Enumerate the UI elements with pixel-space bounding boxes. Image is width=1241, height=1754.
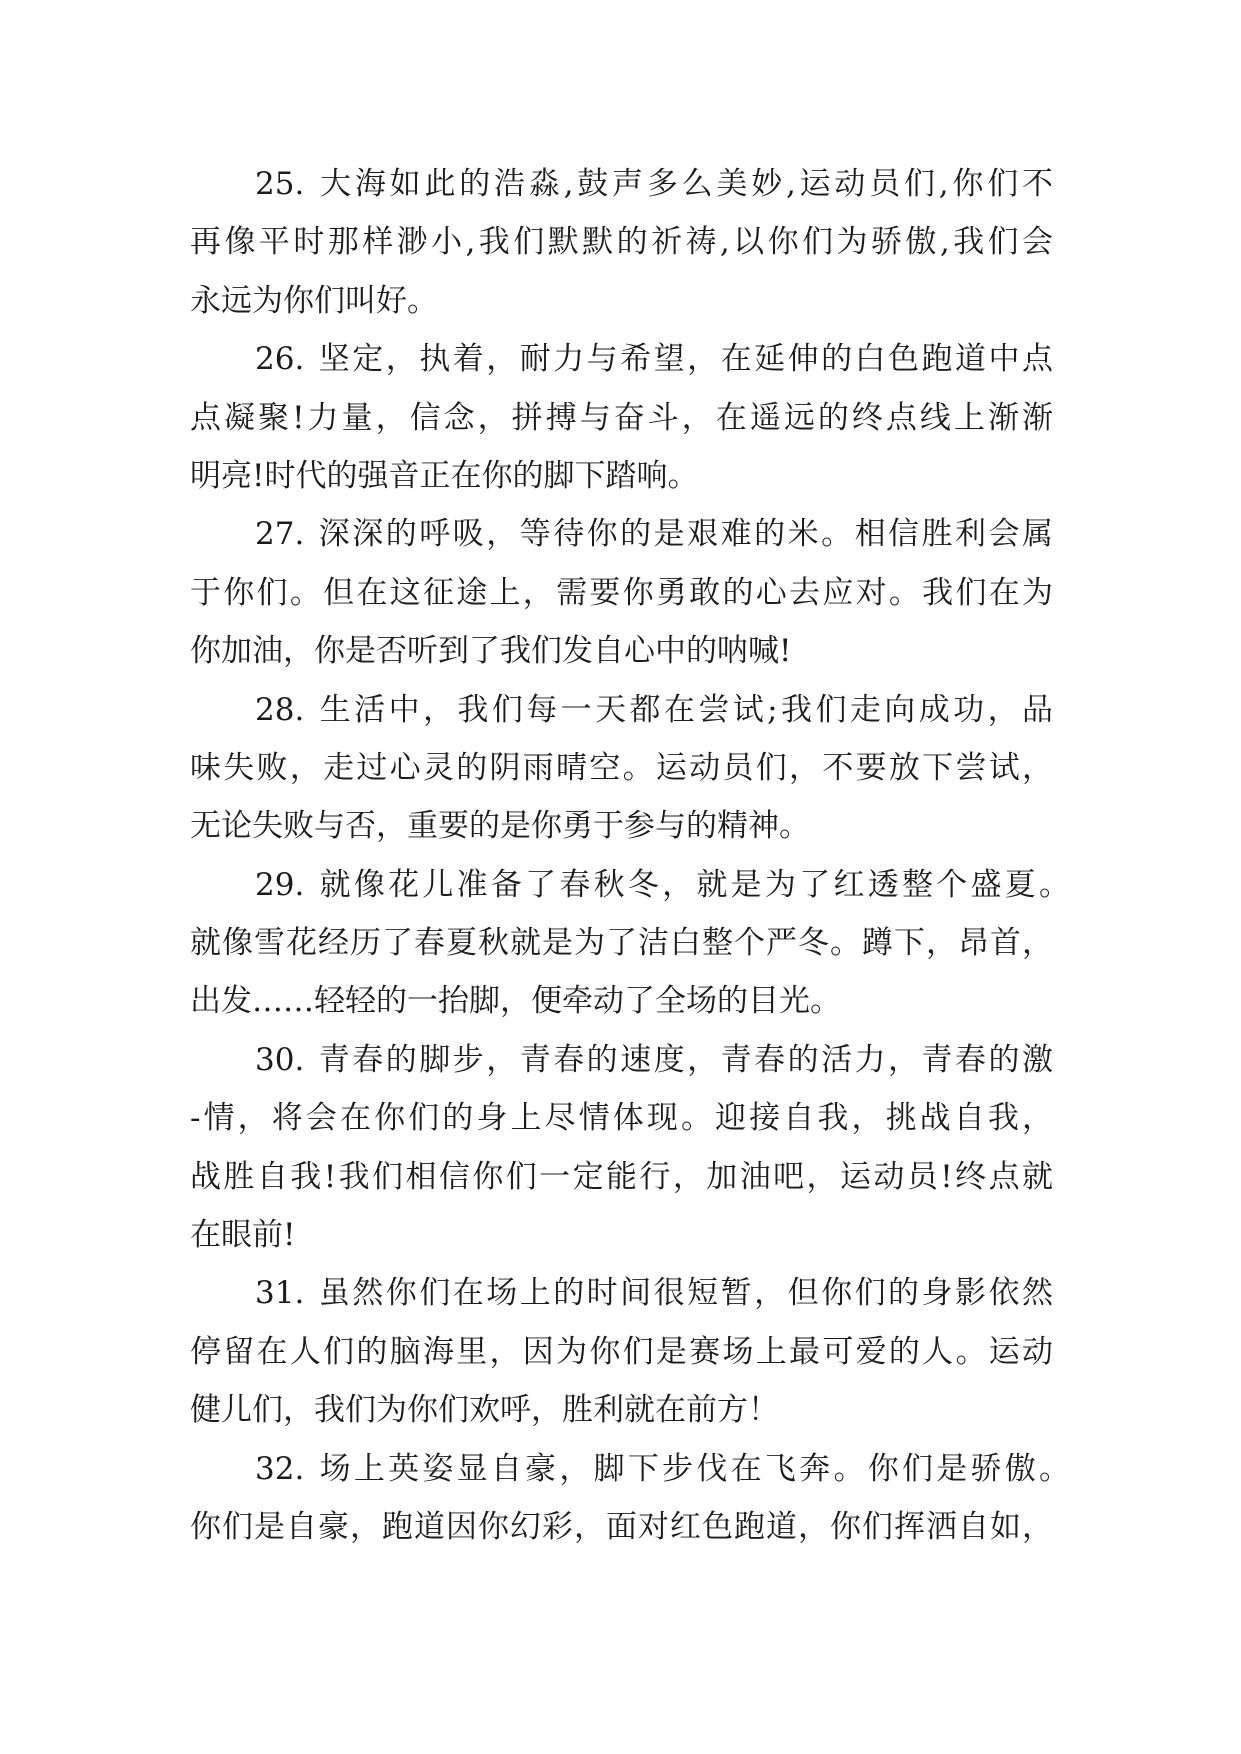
line-text: 深深的呼吸，等待你的是艰难的米。相信胜利会属 [316, 516, 1053, 553]
paragraph-line: 在眼前! [190, 1217, 296, 1254]
paragraph-number: 31. [255, 1275, 305, 1312]
line-text: 大海如此的浩淼,鼓声多么美妙,运动员们,你们不 [316, 166, 1053, 202]
paragraph-number: 27. [255, 516, 305, 553]
paragraph-line: 出发……轻轻的一抬脚，便牵动了全场的目光。 [190, 983, 841, 1020]
paragraph-line: -情，将会在你们的身上尽情体现。迎接自我，挑战自我， [190, 1100, 1053, 1137]
paragraph-31 [190, 1264, 1053, 1439]
paragraph-line: 永远为你们叫好。 [190, 282, 438, 319]
paragraph-line: 你加油，你是否听到了我们发自心中的呐喊! [190, 633, 792, 670]
paragraph-line [190, 505, 1053, 563]
paragraph-line [190, 155, 1053, 213]
paragraph-line: 健儿们，我们为你们欢呼，胜利就在前方！ [190, 1392, 779, 1429]
paragraph-line: 无论失败与否，重要的是你勇于参与的精神。 [190, 808, 810, 845]
paragraph-line: 就像雪花经历了春夏秋就是为了洁白整个严冬。蹲下，昂首， [190, 925, 1053, 962]
paragraph-line [190, 681, 1053, 739]
paragraph-28 [190, 681, 1053, 856]
paragraph-line: 于你们。但在这征途上，需要你勇敢的心去应对。我们在为 [190, 574, 1053, 611]
paragraph-26 [190, 330, 1053, 505]
line-text: 生活中，我们每一天都在尝试;我们走向成功，品 [316, 691, 1053, 728]
paragraph-29 [190, 856, 1070, 1031]
line-text: 就像花儿准备了春秋冬，就是为了红透整个盛夏。 [316, 866, 1070, 903]
document-body [190, 155, 1070, 1556]
paragraph-line [190, 330, 1053, 388]
line-text: 坚定，执着，耐力与希望，在延伸的白色跑道中点 [316, 341, 1053, 378]
paragraph-number: 32. [255, 1450, 305, 1487]
line-text: 青春的脚步，青春的速度，青春的活力，青春的激 [316, 1041, 1053, 1078]
paragraph-line [190, 856, 1070, 914]
paragraph-30 [190, 1031, 1053, 1265]
paragraph-line: 再像平时那样渺小,我们默默的祈祷,以你们为骄傲,我们会 [190, 224, 1053, 261]
paragraph-line: 停留在人们的脑海里，因为你们是赛场上最可爱的人。运动 [190, 1333, 1053, 1370]
paragraph-number: 25. [255, 166, 305, 202]
paragraph-line: 味失败，走过心灵的阴雨晴空。运动员们，不要放下尝试， [190, 749, 1053, 786]
paragraph-line [190, 1440, 1070, 1498]
paragraph-line [190, 1031, 1053, 1089]
paragraph-25 [190, 155, 1053, 330]
paragraph-number: 29. [255, 866, 305, 903]
paragraph-line: 战胜自我!我们相信你们一定能行，加油吧，运动员!终点就 [190, 1158, 1053, 1195]
paragraph-line: 明亮!时代的强音正在你的脚下踏响。 [190, 457, 699, 494]
paragraph-line [190, 1264, 1053, 1322]
paragraph-number: 26. [255, 341, 305, 378]
paragraph-line: 点凝聚!力量，信念，拼搏与奋斗，在遥远的终点线上渐渐 [190, 399, 1053, 436]
line-text: 虽然你们在场上的时间很短暂，但你们的身影依然 [316, 1275, 1053, 1312]
paragraph-line: 你们是自豪，跑道因你幻彩，面对红色跑道，你们挥洒自如， [190, 1508, 1053, 1545]
paragraph-27 [190, 505, 1053, 680]
paragraph-32 [190, 1440, 1070, 1557]
line-text: 场上英姿显自豪，脚下步伐在飞奔。你们是骄傲。 [316, 1450, 1070, 1487]
paragraph-number: 28. [255, 691, 305, 728]
paragraph-number: 30. [255, 1041, 305, 1078]
